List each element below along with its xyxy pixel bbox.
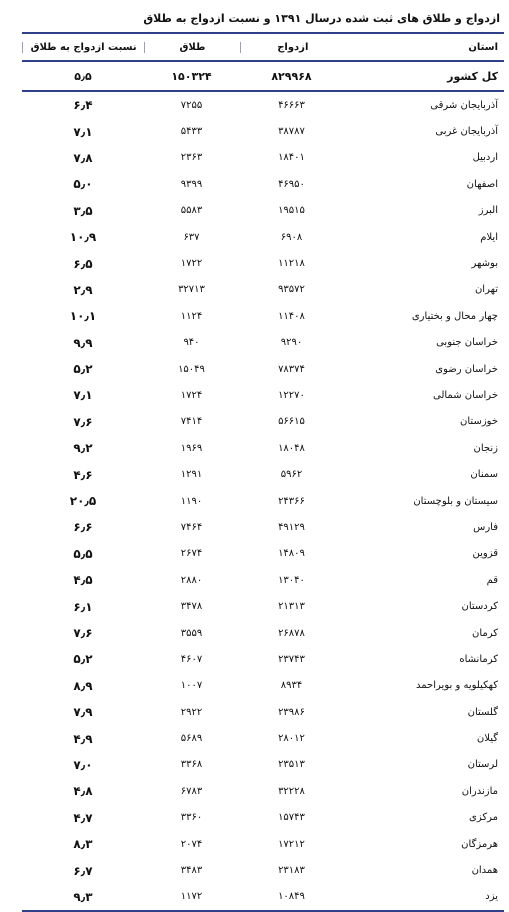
- cell-marriage: ۲۶۸۷۸: [278, 627, 305, 639]
- cell-ratio: ۹٫۳: [73, 889, 93, 904]
- cell-marriage: ۱۸۴۰۱: [278, 152, 305, 164]
- cell-ratio: ۷٫۶: [73, 626, 93, 640]
- cell-province: آذربایجان شرقی: [430, 99, 498, 111]
- cell-ratio: ۶٫۷: [73, 863, 93, 878]
- cell-marriage: ۱۱۴۰۸: [278, 310, 305, 322]
- cell-ratio: ۶٫۱: [73, 599, 93, 614]
- cell-ratio: ۱۰٫۹: [69, 230, 97, 245]
- table-row: [22, 435, 504, 461]
- cell-province: خراسان جنوبی: [436, 337, 498, 349]
- table-row: [22, 277, 504, 303]
- cell-divorce: ۹۴۰: [183, 337, 200, 349]
- cell-province: چهار محال و بختیاری: [411, 310, 498, 322]
- header-row: [22, 34, 504, 60]
- table-row: [22, 831, 504, 857]
- table-row: [22, 725, 504, 751]
- cell-province: خراسان رضوی: [435, 363, 498, 375]
- cell-ratio: ۷٫۱: [73, 124, 93, 139]
- cell-ratio: ۴٫۸: [73, 784, 93, 799]
- cell-divorce: ۷۲۵۵: [180, 99, 203, 111]
- cell-marriage: ۶۹۰۸: [280, 231, 303, 243]
- cell-marriage: ۲۳۷۴۳: [278, 653, 305, 665]
- cell-province: کهکیلویه و بویراحمد: [416, 680, 498, 692]
- cell-divorce: ۱۷۲۲: [180, 258, 203, 270]
- cell-divorce: ۶۷۸۳: [180, 785, 203, 797]
- cell-ratio: ۵٫۲: [73, 362, 93, 377]
- cell-marriage: ۴۶۹۵۰: [278, 178, 305, 190]
- cell-marriage: ۱۷۲۱۲: [278, 838, 305, 850]
- cell-province: قزوین: [472, 548, 498, 560]
- header-divorce: طلاق: [144, 42, 239, 53]
- cell-divorce: ۳۲۷۱۳: [178, 284, 205, 296]
- table-row: [22, 884, 504, 910]
- cell-marriage: ۱۲۲۷۰: [278, 389, 305, 401]
- cell-province: زنجان: [473, 442, 498, 454]
- table-row: [22, 514, 504, 540]
- cell-divorce: ۳۴۷۸: [180, 601, 203, 613]
- cell-province: ایلام: [480, 231, 498, 243]
- cell-marriage: ۸۹۳۴: [280, 680, 303, 692]
- cell-divorce: ۴۶۰۷: [180, 653, 203, 665]
- cell-ratio: ۷٫۶: [73, 414, 93, 429]
- cell-province: البرز: [478, 205, 498, 217]
- header-marriage: ازدواج: [240, 42, 345, 53]
- cell-marriage: ۹۲۹۰: [280, 337, 303, 349]
- cell-province: سیستان و بلوچستان: [413, 495, 498, 507]
- cell-marriage: ۱۳۰۴۰: [278, 574, 305, 586]
- total-ratio: ۵٫۵: [74, 69, 92, 83]
- cell-province: مازندران: [461, 785, 498, 797]
- cell-ratio: ۶٫۶: [73, 520, 93, 535]
- cell-ratio: ۹٫۹: [73, 335, 93, 350]
- table-row: [22, 646, 504, 672]
- cell-divorce: ۷۴۱۴: [180, 416, 203, 428]
- cell-ratio: ۴٫۶: [73, 467, 93, 482]
- cell-divorce: ۲۶۷۴: [180, 548, 203, 560]
- table-row: [22, 461, 504, 487]
- table-body: [22, 92, 504, 910]
- cell-marriage: ۵۶۶۱۵: [278, 416, 305, 428]
- cell-province: خوزستان: [460, 416, 498, 428]
- cell-province: کرمان: [471, 627, 498, 639]
- cell-province: همدان: [471, 865, 498, 877]
- total-row: [22, 62, 504, 90]
- cell-divorce: ۲۳۶۳: [180, 152, 203, 164]
- cell-ratio: ۷٫۸: [73, 150, 93, 165]
- cell-marriage: ۳۸۷۸۷: [278, 126, 305, 138]
- table-row: [22, 250, 504, 276]
- table-row: [22, 620, 504, 646]
- cell-ratio: ۷٫۰: [73, 757, 93, 772]
- cell-marriage: ۲۱۳۱۳: [278, 601, 305, 613]
- cell-province: اردبیل: [472, 152, 498, 164]
- cell-divorce: ۹۳۹۹: [180, 178, 203, 190]
- table-row: [22, 409, 504, 435]
- table-row: [22, 699, 504, 725]
- cell-divorce: ۱۵۰۴۹: [178, 363, 205, 375]
- cell-ratio: ۱۰٫۱: [69, 309, 97, 324]
- cell-province: تهران: [474, 284, 498, 296]
- total-marriage: ۸۲۹۹۶۸: [271, 69, 312, 83]
- table-row: [22, 752, 504, 778]
- table-row: [22, 118, 504, 144]
- cell-ratio: ۴٫۹: [73, 731, 93, 746]
- cell-marriage: ۲۸۰۱۲: [278, 733, 305, 745]
- table-row: [22, 198, 504, 224]
- cell-ratio: ۲٫۹: [73, 282, 93, 297]
- cell-marriage: ۷۸۳۷۴: [278, 363, 305, 375]
- cell-divorce: ۱۱۷۲: [180, 891, 203, 903]
- cell-divorce: ۱۱۲۴: [180, 310, 203, 322]
- cell-marriage: ۳۲۲۲۸: [278, 785, 305, 797]
- cell-ratio: ۲۰٫۵: [69, 494, 97, 509]
- table-row: [22, 778, 504, 804]
- table-row: [22, 356, 504, 382]
- cell-marriage: ۹۳۵۷۲: [278, 284, 305, 296]
- cell-divorce: ۳۳۶۰: [180, 812, 203, 824]
- cell-divorce: ۷۴۶۴: [180, 521, 203, 533]
- cell-divorce: ۶۳۷: [183, 231, 200, 243]
- table-title: ازدواج و طلاق های ثبت شده درسال ۱۳۹۱ و نسبت ازدواج به طلاق: [143, 12, 500, 25]
- cell-province: قم: [486, 574, 498, 586]
- cell-divorce: ۳۵۵۹: [180, 627, 203, 639]
- cell-ratio: ۵٫۰: [73, 177, 93, 192]
- table-row: [22, 857, 504, 883]
- cell-province: بوشهر: [471, 258, 498, 270]
- cell-province: فارس: [473, 521, 498, 533]
- table-row: [22, 330, 504, 356]
- table-row: [22, 171, 504, 197]
- cell-ratio: ۵٫۵: [73, 546, 93, 561]
- cell-divorce: ۲۹۲۲: [180, 706, 203, 718]
- cell-marriage: ۵۹۶۲: [280, 469, 303, 481]
- cell-divorce: ۳۳۶۸: [180, 759, 203, 771]
- cell-marriage: ۴۶۶۶۳: [278, 99, 305, 111]
- cell-marriage: ۱۵۷۴۳: [278, 812, 305, 824]
- cell-province: سمنان: [470, 469, 498, 481]
- cell-divorce: ۵۴۳۳: [180, 126, 203, 138]
- table-row: [22, 224, 504, 250]
- table-row: [22, 673, 504, 699]
- cell-divorce: ۱۱۹۰: [180, 495, 203, 507]
- cell-province: خراسان شمالی: [432, 389, 498, 401]
- statistics-table: [22, 6, 504, 912]
- cell-marriage: ۱۸۰۴۸: [278, 442, 305, 454]
- table-row: [22, 92, 504, 118]
- cell-province: اصفهان: [466, 178, 498, 190]
- table-row: [22, 488, 504, 514]
- cell-province: کرمانشاه: [459, 653, 498, 665]
- cell-province: گیلان: [476, 733, 498, 745]
- cell-ratio: ۶٫۵: [73, 256, 93, 271]
- cell-province: لرستان: [467, 759, 498, 771]
- cell-province: کردستان: [461, 601, 498, 613]
- cell-marriage: ۱۴۸۰۹: [278, 548, 305, 560]
- cell-marriage: ۲۳۹۸۶: [278, 706, 305, 718]
- cell-divorce: ۱۰۰۷: [180, 680, 203, 692]
- cell-divorce: ۲۰۷۴: [180, 838, 203, 850]
- cell-ratio: ۳٫۵: [73, 203, 93, 218]
- cell-divorce: ۱۲۹۱: [180, 469, 203, 481]
- cell-marriage: ۱۹۵۱۵: [278, 205, 305, 217]
- cell-ratio: ۶٫۴: [73, 98, 93, 113]
- cell-ratio: ۹٫۲: [73, 441, 93, 456]
- cell-marriage: ۱۱۲۱۸: [278, 258, 305, 270]
- cell-ratio: ۴٫۷: [73, 810, 93, 825]
- header-province: استان: [468, 41, 498, 53]
- table-row: [22, 593, 504, 619]
- cell-province: گلستان: [467, 706, 498, 718]
- cell-marriage: ۲۴۳۶۶: [278, 495, 305, 507]
- cell-marriage: ۲۳۵۱۳: [278, 759, 305, 771]
- table-row: [22, 303, 504, 329]
- table-row: [22, 567, 504, 593]
- cell-divorce: ۲۸۸۰: [180, 574, 203, 586]
- total-divorce: ۱۵۰۳۲۴: [171, 69, 212, 83]
- cell-ratio: ۸٫۳: [73, 837, 93, 852]
- cell-marriage: ۱۰۸۴۹: [278, 891, 305, 903]
- cell-divorce: ۵۶۸۹: [180, 733, 203, 745]
- cell-ratio: ۷٫۹: [73, 705, 93, 720]
- cell-province: مرکزی: [469, 812, 498, 824]
- cell-divorce: ۱۹۶۹: [180, 442, 203, 454]
- cell-ratio: ۷٫۱: [73, 388, 93, 403]
- total-province: کل کشور: [447, 69, 498, 83]
- cell-province: آذربایجان غربی: [435, 126, 498, 138]
- cell-ratio: ۵٫۲: [73, 652, 93, 667]
- table-row: [22, 145, 504, 171]
- header-ratio: نسبت ازدواج به طلاق: [22, 42, 144, 53]
- table-row: [22, 541, 504, 567]
- cell-ratio: ۴٫۵: [73, 573, 93, 588]
- cell-province: یزد: [485, 891, 498, 903]
- cell-province: هرمزگان: [461, 838, 498, 850]
- cell-divorce: ۱۷۲۴: [180, 389, 203, 401]
- cell-divorce: ۵۵۸۳: [180, 205, 203, 217]
- cell-divorce: ۳۴۸۳: [180, 865, 203, 877]
- table-row: [22, 382, 504, 408]
- cell-marriage: ۴۹۱۲۹: [278, 521, 305, 533]
- cell-ratio: ۸٫۹: [73, 678, 93, 693]
- table-row: [22, 805, 504, 831]
- cell-marriage: ۲۳۱۸۳: [278, 865, 305, 877]
